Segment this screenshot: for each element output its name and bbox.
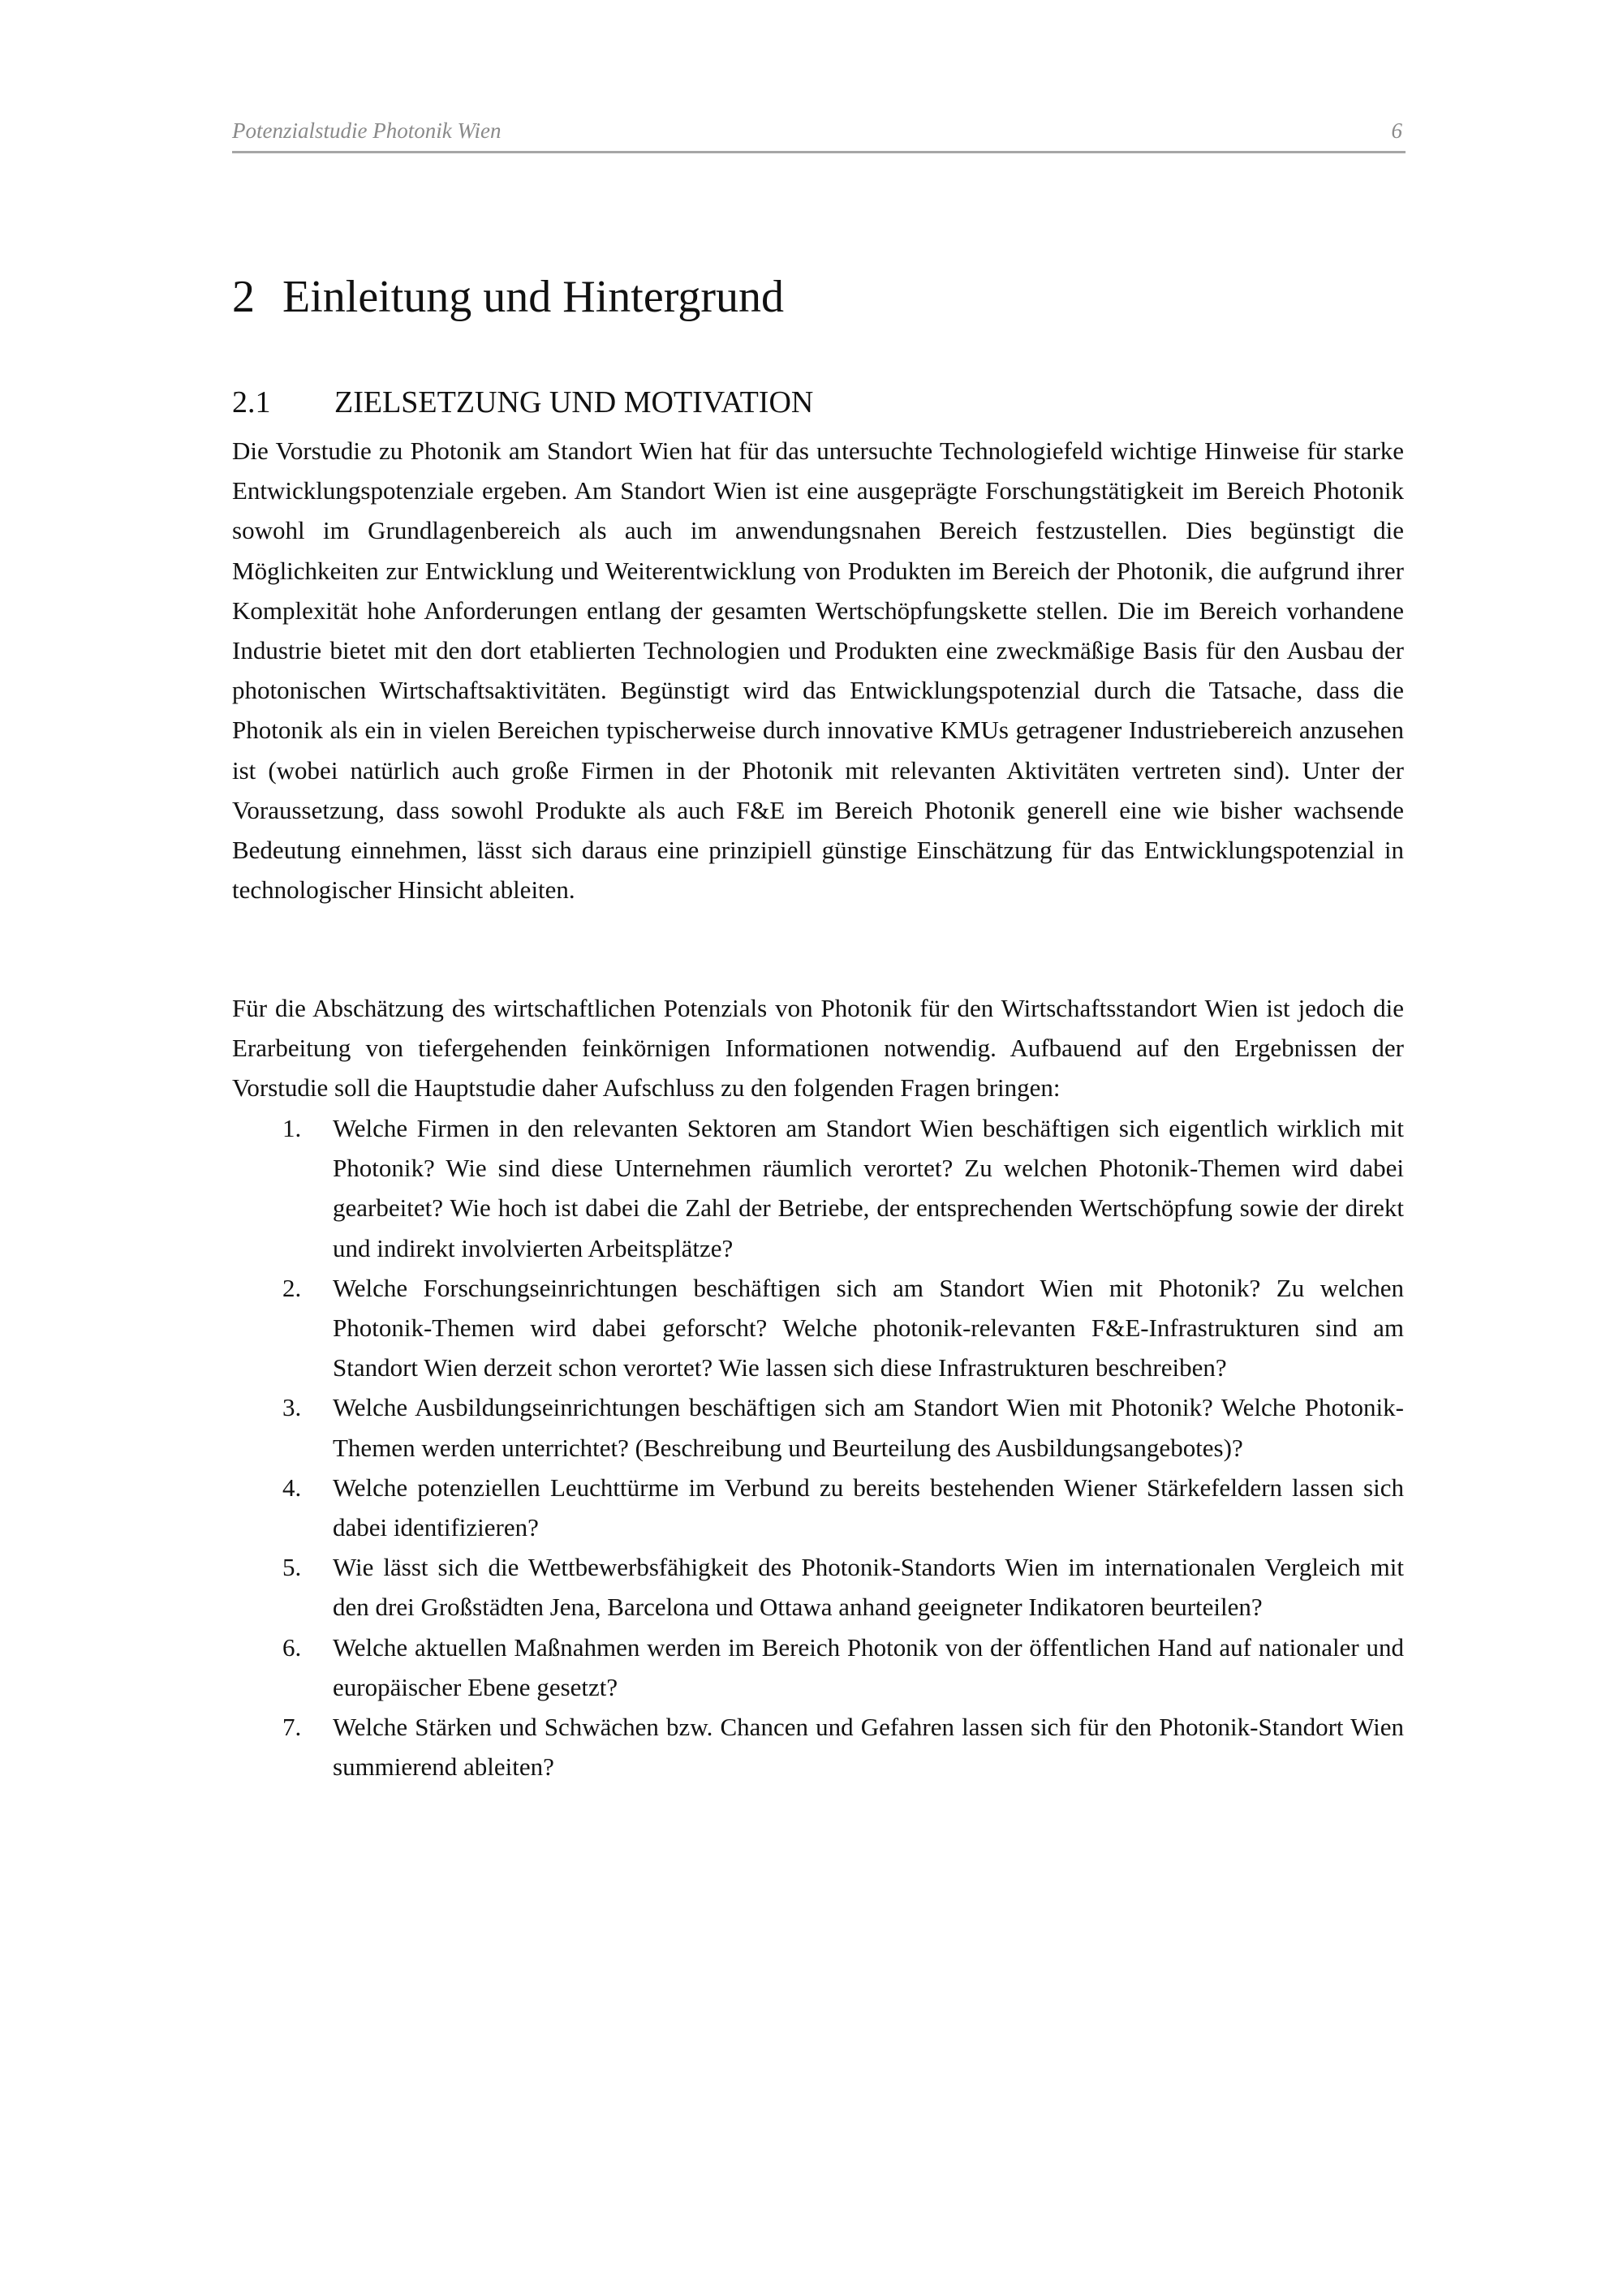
paragraph-motivation: Die Vorstudie zu Photonik am Standort Wien hat für das untersuchte Technologiefeld wichtige Hinweise für starke Entwicklungspotenziale ergeben. Am Standort Wien ist eine ausgeprägte Forschungstätigkeit im Bereich Photonik sowohl im Grundlagenbereich als auch im anwendungsnahen Bereich festzustellen. Dies begünstigt die Möglichkeiten zur Entwicklung und Weiterentwicklung von Produkten im Bereich der Photonik, die aufgrund ihrer Komplexität hohe Anforderungen entlang der gesamten Wertschöpfungskette stellen. Die im Bereich vorhandene Industrie bietet mit den dort etablierten Technologien und Produkten eine zweckmäßige Basis für den Ausbau der photonischen Wirtschaftsaktivitäten. Begünstigt wird das Entwicklungspotenzial durch die Tatsache, dass die Photonik als ein in vielen Bereichen typischerweise durch innovative KMUs getragener Industriebereich anzusehen ist (wobei natürlich auch große Firmen in der Photonik mit relevanten Aktivitäten vertreten sind). Unter der Voraussetzung, dass sowohl Produkte als auch F&E im Bereich Photonik generell eine wie bisher wachsende Bedeutung einnehmen, lässt sich daraus eine prinzipiell günstige Einschätzung für das Entwicklungspotenzial in technologischer Hinsicht ableiten. bbox=[232, 436, 1404, 905]
list-item-text: Welche Stärken und Schwächen bzw. Chancen und Gefahren lassen sich für den Photonik-Standort Wien summierend ableiten? bbox=[333, 1713, 1404, 1782]
list-item bbox=[232, 1547, 1404, 1627]
list-item-text: Welche aktuellen Maßnahmen werden im Bereich Photonik von der öffentlichen Hand auf nationaler und europäischer Ebene gesetzt? bbox=[333, 1632, 1404, 1701]
section-title: ZIELSETZUNG UND MOTIVATION bbox=[334, 385, 814, 419]
list-item-number: 7. bbox=[282, 1713, 302, 1742]
list-item bbox=[232, 1387, 1404, 1467]
list-item-text: Welche Firmen in den relevanten Sektoren am Standort Wien beschäftigen sich eigentlich wirklich mit Photonik? Wie sind diese Unternehmen räumlich verortet? Zu welchen Photonik-Themen wird dabei gearbeitet? Wie hoch ist dabei die Zahl der Betriebe, der entsprechenden Wertschöpfung sowie der direkt und indirekt involvierten Arbeitsplätze? bbox=[333, 1114, 1404, 1262]
list-item bbox=[232, 1268, 1404, 1388]
section-number: 2.1 bbox=[232, 385, 271, 419]
list-item-number: 6. bbox=[282, 1632, 302, 1662]
chapter-title: Einleitung und Hintergrund bbox=[282, 272, 784, 322]
page-header bbox=[232, 114, 1406, 153]
list-item-number: 3. bbox=[282, 1393, 302, 1422]
running-header-title: Potenzialstudie Photonik Wien bbox=[232, 118, 502, 143]
list-item-text: Welche Forschungseinrichtungen beschäftigen sich am Standort Wien mit Photonik? Zu welchen Photonik-Themen wird dabei geforscht? Welche photonik-relevanten F&E-Infrastrukturen sind am Standort Wien derzeit schon verortet? Wie lassen sich diese Infrastrukturen beschreiben? bbox=[333, 1273, 1404, 1382]
list-item-number: 4. bbox=[282, 1473, 302, 1502]
research-questions-list bbox=[232, 1108, 1404, 1786]
page-number: 6 bbox=[1391, 118, 1402, 143]
paragraph-questions-intro: Für die Abschätzung des wirtschaftlichen Potenzials von Photonik für den Wirtschaftsstandort Wien ist jedoch die Erarbeitung von tiefergehenden feinkörnigen Informationen notwendig. Aufbauend auf den Ergebnissen der Vorstudie soll die Hauptstudie daher Aufschluss zu den folgenden Fragen bringen: bbox=[232, 994, 1404, 1103]
list-item-text: Welche Ausbildungseinrichtungen beschäftigen sich am Standort Wien mit Photonik? Welche Photonik-Themen werden unterrichtet? (Beschreibung und Beurteilung des Ausbildungsangebotes)? bbox=[333, 1393, 1404, 1462]
list-item bbox=[232, 1707, 1404, 1786]
chapter-number: 2 bbox=[232, 272, 255, 322]
list-item-number: 1. bbox=[282, 1114, 302, 1142]
section-heading bbox=[232, 385, 813, 420]
chapter-heading bbox=[232, 271, 784, 323]
list-item bbox=[232, 1627, 1404, 1707]
list-item-text: Welche potenziellen Leuchttürme im Verbund zu bereits bestehenden Wiener Stärkefeldern lassen sich dabei identifizieren? bbox=[333, 1473, 1404, 1542]
list-item-text: Wie lässt sich die Wettbewerbsfähigkeit des Photonik-Standorts Wien im internationalen Vergleich mit den drei Großstädten Jena, Barcelona und Ottawa anhand geeigneter Indikatoren beurteilen? bbox=[333, 1553, 1404, 1622]
list-item-number: 2. bbox=[282, 1273, 302, 1302]
list-item bbox=[232, 1468, 1404, 1547]
list-item bbox=[232, 1108, 1404, 1268]
list-item-number: 5. bbox=[282, 1553, 302, 1582]
